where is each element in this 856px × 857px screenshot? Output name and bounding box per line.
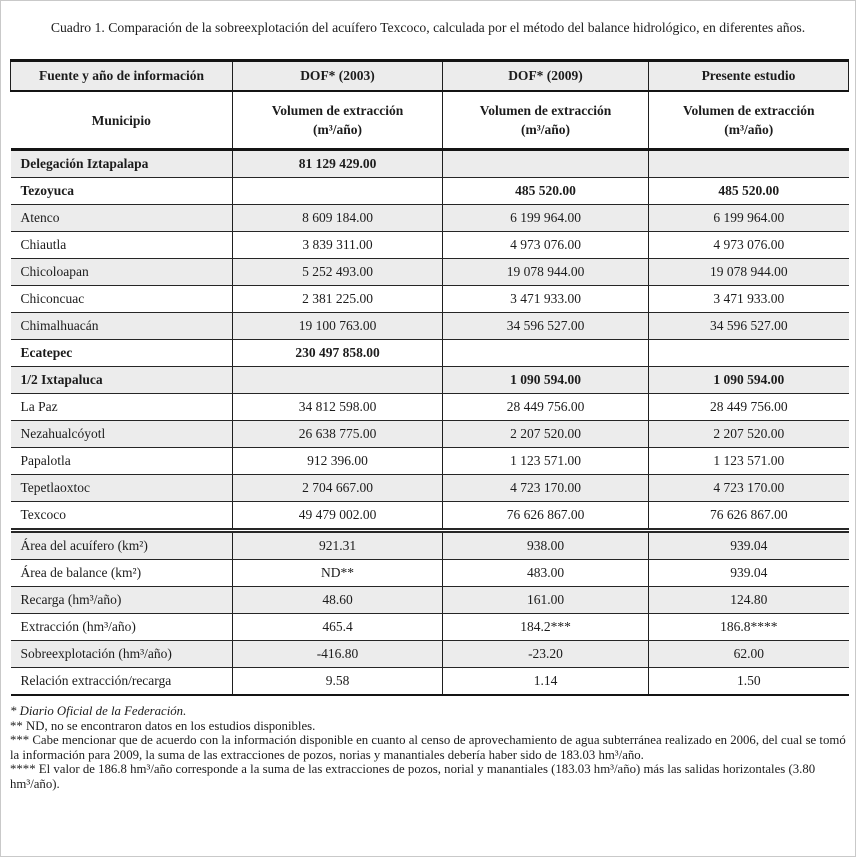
value-cell: 81 129 429.00 bbox=[233, 150, 443, 178]
value-cell: 1 123 571.00 bbox=[649, 448, 849, 475]
value-cell: 4 973 076.00 bbox=[443, 232, 649, 259]
value-cell: 1 090 594.00 bbox=[649, 367, 849, 394]
table-caption: Cuadro 1. Comparación de la sobreexplotación del acuífero Texcoco, calculada por el método del balance hidrológico, en diferentes años. bbox=[50, 20, 806, 35]
value-cell: -416.80 bbox=[233, 641, 443, 668]
value-cell: 186.8**** bbox=[649, 614, 849, 641]
summary-row bbox=[11, 668, 849, 696]
value-cell: 1 090 594.00 bbox=[443, 367, 649, 394]
value-cell: 938.00 bbox=[443, 531, 649, 560]
summary-row-label: Área del acuífero (km²) bbox=[11, 531, 233, 560]
municipio-row bbox=[11, 448, 849, 475]
municipio-row-label: Chiconcuac bbox=[11, 286, 233, 313]
value-cell: 28 449 756.00 bbox=[443, 394, 649, 421]
municipio-row-label: Ecatepec bbox=[11, 340, 233, 367]
value-cell: 1 123 571.00 bbox=[443, 448, 649, 475]
value-cell: 124.80 bbox=[649, 587, 849, 614]
value-cell: 184.2*** bbox=[443, 614, 649, 641]
summary-row bbox=[11, 587, 849, 614]
value-cell bbox=[233, 178, 443, 205]
summary-row-label: Relación extracción/recarga bbox=[11, 668, 233, 696]
municipio-row bbox=[11, 340, 849, 367]
municipio-row bbox=[11, 394, 849, 421]
value-cell: 6 199 964.00 bbox=[649, 205, 849, 232]
value-cell: 485 520.00 bbox=[443, 178, 649, 205]
value-cell: 34 596 527.00 bbox=[649, 313, 849, 340]
value-cell: 1.14 bbox=[443, 668, 649, 696]
value-cell: 2 381 225.00 bbox=[233, 286, 443, 313]
value-cell: 5 252 493.00 bbox=[233, 259, 443, 286]
value-cell: 3 839 311.00 bbox=[233, 232, 443, 259]
municipio-rows bbox=[11, 150, 849, 531]
summary-row-label: Sobreexplotación (hm³/año) bbox=[11, 641, 233, 668]
municipio-row bbox=[11, 150, 849, 178]
footnotes bbox=[10, 704, 848, 792]
value-cell: 3 471 933.00 bbox=[443, 286, 649, 313]
value-cell: 912 396.00 bbox=[233, 448, 443, 475]
value-cell: 19 078 944.00 bbox=[649, 259, 849, 286]
summary-row-label: Extracción (hm³/año) bbox=[11, 614, 233, 641]
value-cell bbox=[443, 150, 649, 178]
municipio-row bbox=[11, 286, 849, 313]
value-cell: 465.4 bbox=[233, 614, 443, 641]
header-volume-label-2003: Volumen de extracción (m³/año) bbox=[233, 91, 443, 150]
footnote-2: ** ND, no se encontraron datos en los estudios disponibles. bbox=[10, 718, 316, 733]
value-cell: 76 626 867.00 bbox=[443, 502, 649, 531]
municipio-row bbox=[11, 232, 849, 259]
municipio-header-row bbox=[11, 91, 849, 150]
municipio-row-label: Chicoloapan bbox=[11, 259, 233, 286]
value-cell: 76 626 867.00 bbox=[649, 502, 849, 531]
value-cell: 19 100 763.00 bbox=[233, 313, 443, 340]
header-municipio-label: Municipio bbox=[11, 91, 233, 150]
value-cell: ND** bbox=[233, 560, 443, 587]
value-cell bbox=[233, 367, 443, 394]
municipio-row-label: Papalotla bbox=[11, 448, 233, 475]
header-volume-label-2009: Volumen de extracción (m³/año) bbox=[443, 91, 649, 150]
value-cell: 9.58 bbox=[233, 668, 443, 696]
value-cell: 4 723 170.00 bbox=[443, 475, 649, 502]
municipio-row bbox=[11, 367, 849, 394]
municipio-row bbox=[11, 259, 849, 286]
municipio-row bbox=[11, 502, 849, 531]
summary-row bbox=[11, 614, 849, 641]
value-cell: 485 520.00 bbox=[649, 178, 849, 205]
summary-row bbox=[11, 560, 849, 587]
value-cell: -23.20 bbox=[443, 641, 649, 668]
value-cell: 2 207 520.00 bbox=[649, 421, 849, 448]
value-cell: 34 812 598.00 bbox=[233, 394, 443, 421]
footnote-1: * Diario Oficial de la Federación. bbox=[10, 704, 187, 718]
header-volume-label-presente: Volumen de extracción (m³/año) bbox=[649, 91, 849, 150]
summary-row-label: Área de balance (km²) bbox=[11, 560, 233, 587]
municipio-row bbox=[11, 178, 849, 205]
municipio-row-label: Chimalhuacán bbox=[11, 313, 233, 340]
municipio-row-label: Texcoco bbox=[11, 502, 233, 531]
value-cell: 48.60 bbox=[233, 587, 443, 614]
value-cell: 6 199 964.00 bbox=[443, 205, 649, 232]
value-cell: 230 497 858.00 bbox=[233, 340, 443, 367]
value-cell bbox=[443, 340, 649, 367]
header-col-presente-estudio: Presente estudio bbox=[649, 61, 849, 92]
municipio-row bbox=[11, 205, 849, 232]
value-cell: 28 449 756.00 bbox=[649, 394, 849, 421]
header-col-dof-2009: DOF* (2009) bbox=[443, 61, 649, 92]
value-cell: 62.00 bbox=[649, 641, 849, 668]
value-cell: 161.00 bbox=[443, 587, 649, 614]
value-cell: 921.31 bbox=[233, 531, 443, 560]
header-source-label: Fuente y año de información bbox=[11, 61, 233, 92]
document-page bbox=[1, 1, 855, 792]
header-col-dof-2003: DOF* (2003) bbox=[233, 61, 443, 92]
municipio-row bbox=[11, 475, 849, 502]
value-cell bbox=[649, 150, 849, 178]
comparison-table bbox=[10, 59, 849, 696]
value-cell: 8 609 184.00 bbox=[233, 205, 443, 232]
value-cell: 1.50 bbox=[649, 668, 849, 696]
summary-row bbox=[11, 531, 849, 560]
value-cell: 4 723 170.00 bbox=[649, 475, 849, 502]
municipio-row-label: Tezoyuca bbox=[11, 178, 233, 205]
value-cell: 26 638 775.00 bbox=[233, 421, 443, 448]
footnote-3: *** Cabe mencionar que de acuerdo con la información disponible en cuanto al censo de aprovechamiento de agua subterránea realizado en 2006, del cual se tomó la información para 2009, la suma de las extracciones de pozos, norias y manantiales debería haber sido de 183.03 hm³/año. bbox=[10, 733, 846, 762]
value-cell bbox=[649, 340, 849, 367]
municipio-row-label: Nezahualcóyotl bbox=[11, 421, 233, 448]
value-cell: 483.00 bbox=[443, 560, 649, 587]
municipio-row-label: 1/2 Ixtapaluca bbox=[11, 367, 233, 394]
municipio-row-label: Delegación Iztapalapa bbox=[11, 150, 233, 178]
value-cell: 2 207 520.00 bbox=[443, 421, 649, 448]
municipio-row bbox=[11, 313, 849, 340]
municipio-row-label: Tepetlaoxtoc bbox=[11, 475, 233, 502]
value-cell: 49 479 002.00 bbox=[233, 502, 443, 531]
value-cell: 939.04 bbox=[649, 560, 849, 587]
value-cell: 34 596 527.00 bbox=[443, 313, 649, 340]
value-cell: 939.04 bbox=[649, 531, 849, 560]
source-header-row bbox=[11, 61, 849, 92]
summary-row-label: Recarga (hm³/año) bbox=[11, 587, 233, 614]
summary-rows bbox=[11, 531, 849, 696]
value-cell: 4 973 076.00 bbox=[649, 232, 849, 259]
value-cell: 2 704 667.00 bbox=[233, 475, 443, 502]
municipio-row-label: Atenco bbox=[11, 205, 233, 232]
municipio-row bbox=[11, 421, 849, 448]
municipio-row-label: Chiautla bbox=[11, 232, 233, 259]
summary-row bbox=[11, 641, 849, 668]
value-cell: 3 471 933.00 bbox=[649, 286, 849, 313]
value-cell: 19 078 944.00 bbox=[443, 259, 649, 286]
municipio-row-label: La Paz bbox=[11, 394, 233, 421]
footnote-4: **** El valor de 186.8 hm³/año corresponde a la suma de las extracciones de pozos, norial y manantiales (183.03 hm³/año) más las salidas horizontales (3.80 hm³/año). bbox=[10, 762, 816, 791]
